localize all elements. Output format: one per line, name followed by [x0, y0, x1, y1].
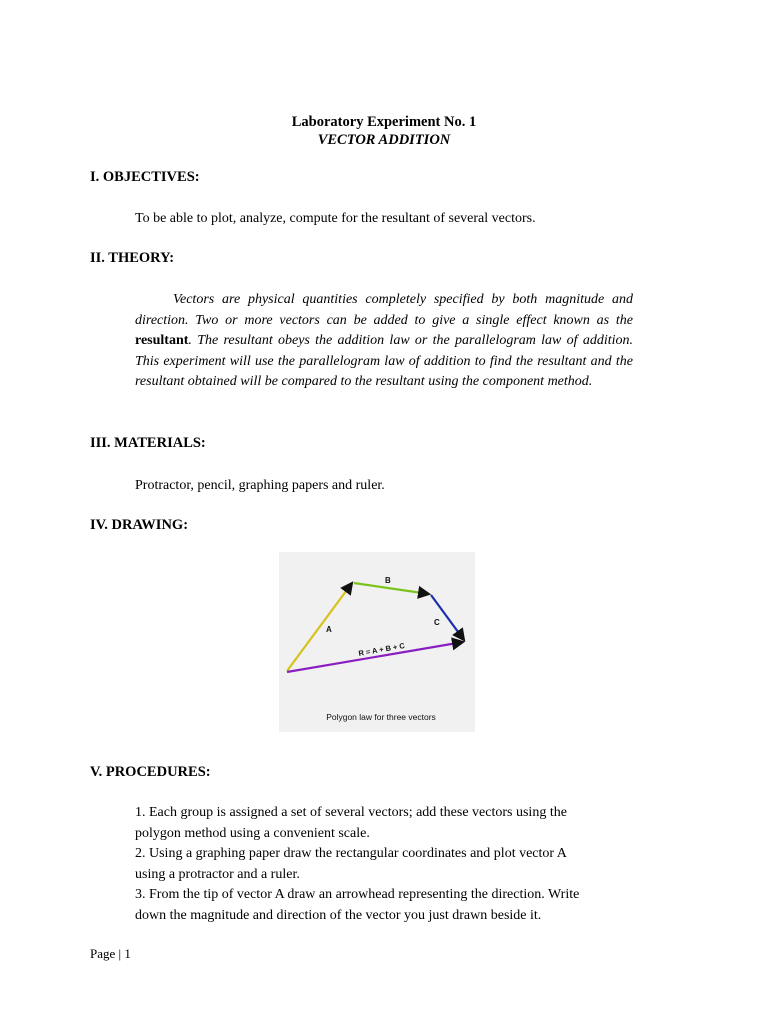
procedure-step-3-line-1: 3. From the tip of vector A draw an arrowhead representing the direction. Write [135, 887, 580, 902]
objectives-text: To be able to plot, analyze, compute for the resultant of several vectors. [135, 211, 536, 226]
experiment-subtitle: VECTOR ADDITION [317, 132, 451, 148]
materials-heading: III. MATERIALS: [90, 435, 206, 451]
materials-text: Protractor, pencil, graphing papers and ruler. [135, 478, 385, 493]
procedure-step-1-line-1: 1. Each group is assigned a set of several vectors; add these vectors using the [135, 805, 567, 820]
procedure-step-1-line-2: polygon method using a convenient scale. [135, 825, 370, 841]
objectives-heading: I. OBJECTIVES: [90, 169, 200, 185]
procedure-step-2-line-1: 2. Using a graphing paper draw the rectangular coordinates and plot vector A [135, 846, 567, 861]
experiment-title: Laboratory Experiment No. 1 [291, 114, 477, 130]
theory-text [135, 290, 633, 393]
vector-polygon-figure [279, 552, 475, 732]
page-number: Page | 1 [90, 946, 131, 961]
theory-bold-term: resultant [135, 333, 189, 348]
theory-text-before: Vectors are physical quantities completely specified by both magnitude and direction. Two or more vectors can be added to give a single effect known as the [135, 292, 633, 328]
vector-c-label: C [434, 618, 440, 627]
procedure-step-2-line-2: using a protractor and a ruler. [135, 866, 300, 882]
vector-a-label: A [326, 625, 332, 634]
vector-b-label: B [385, 576, 391, 585]
drawing-heading: IV. DRAWING: [90, 517, 189, 533]
vector-polygon-diagram [279, 552, 475, 732]
vector-r-label: R = A + B + C [357, 640, 406, 658]
figure-caption: Polygon law for three vectors [326, 712, 436, 722]
theory-heading: II. THEORY: [90, 250, 175, 266]
theory-text-after: . The resultant obeys the addition law or the parallelogram law of addition. This experiment will use the parallelogram law of addition to find the resultant and the resultant obtained will be compared to the resultant using the component method. [135, 333, 633, 389]
vector-a-arrow [287, 583, 352, 671]
vector-b-arrow [354, 583, 429, 594]
procedures-list [135, 803, 633, 926]
procedure-step-3-line-2: down the magnitude and direction of the vector you just drawn beside it. [135, 907, 542, 923]
procedures-heading: V. PROCEDURES: [90, 764, 211, 780]
